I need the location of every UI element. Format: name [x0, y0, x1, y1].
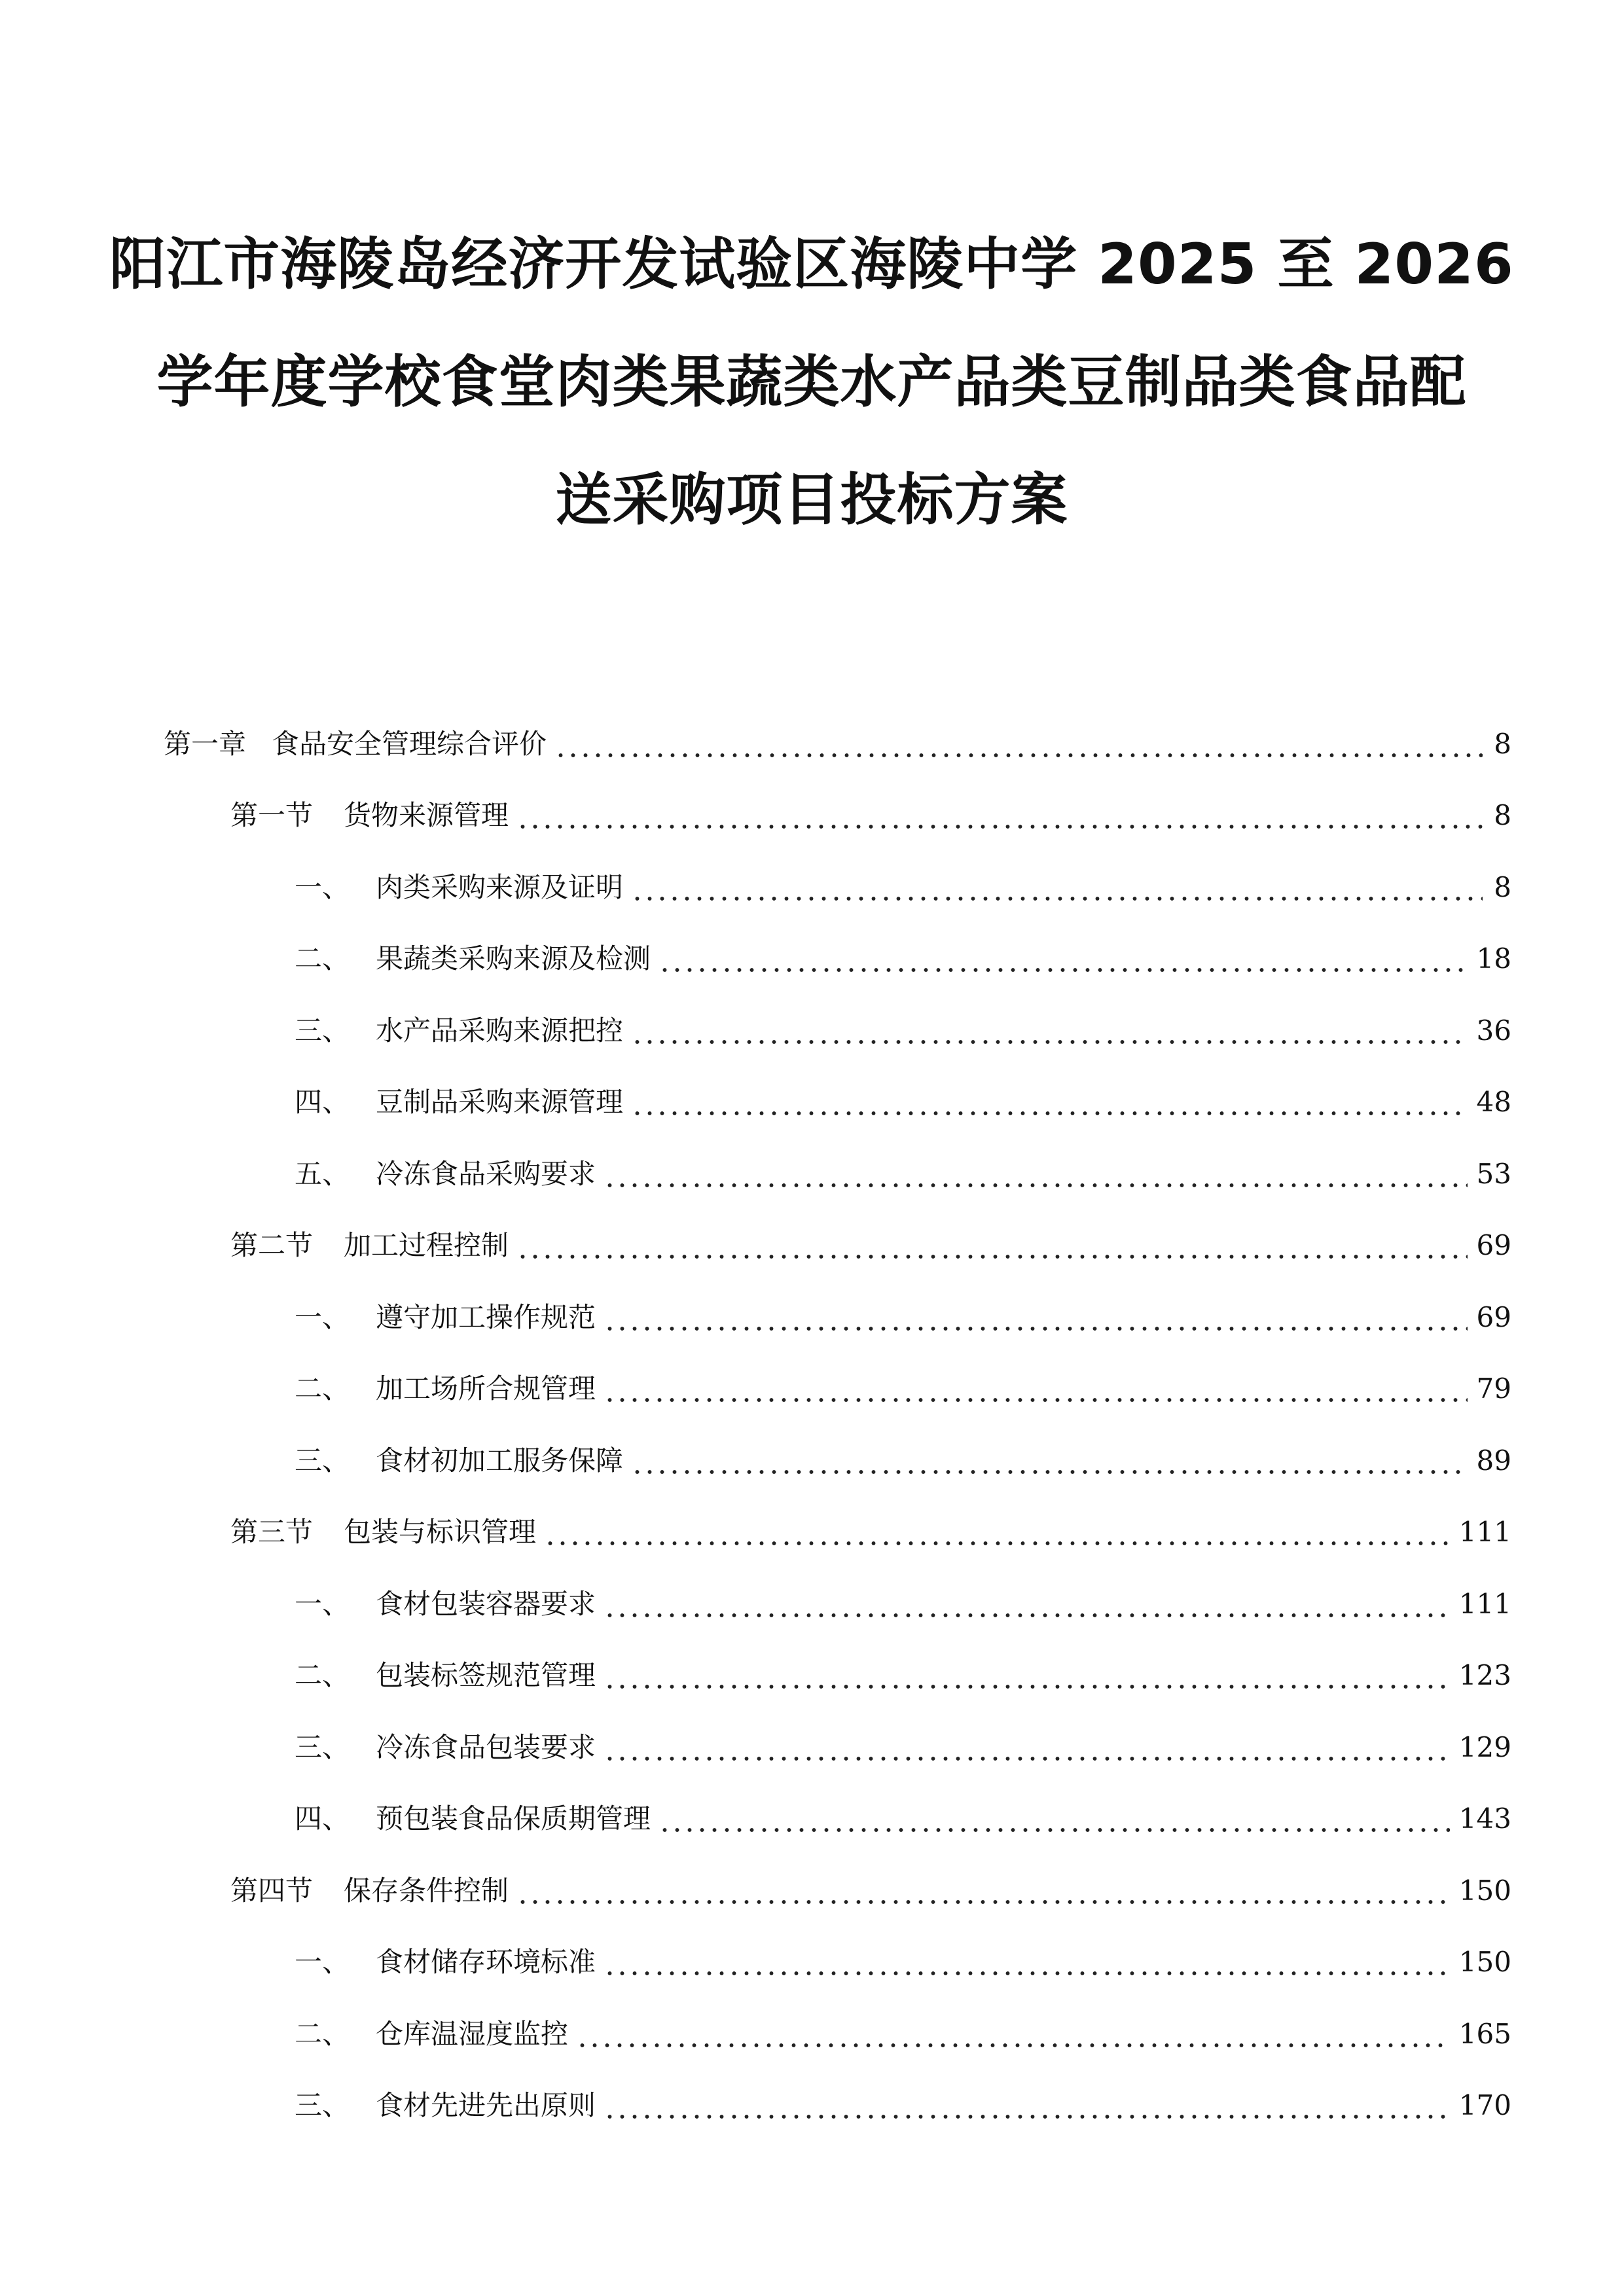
toc-dot-leader — [604, 1729, 1450, 1766]
toc-entry-title: 食材初加工服务保障 — [376, 1444, 624, 1477]
toc-dot-leader — [516, 797, 1483, 834]
toc-dot-leader — [604, 1371, 1468, 1407]
toc-entry-title: 水产品采购来源把控 — [376, 1014, 624, 1047]
toc-entry-title: 加工过程控制 — [344, 1229, 509, 1262]
toc-page-number: 123 — [1458, 1659, 1511, 1692]
toc-entry[interactable] — [0, 708, 1624, 780]
toc-page-number: 150 — [1458, 1946, 1511, 1979]
toc-entry[interactable] — [0, 780, 1624, 852]
toc-entry-number: 第一节 — [230, 799, 314, 832]
toc-page-number: 8 — [1494, 870, 1511, 903]
toc-page-number: 165 — [1458, 2017, 1511, 2050]
toc-entry-number: 一、 — [295, 1946, 350, 1979]
toc-page-number: 8 — [1494, 799, 1511, 832]
toc-page-number: 89 — [1476, 1444, 1511, 1477]
toc-page-number: 18 — [1476, 942, 1511, 975]
toc-entry-title: 冷冻食品包装要求 — [376, 1731, 596, 1763]
toc-entry-number: 第一章 — [164, 727, 247, 760]
toc-dot-leader — [604, 1944, 1450, 1981]
toc-dot-leader — [659, 1801, 1450, 1837]
toc-page-number: 48 — [1476, 1086, 1511, 1119]
toc-dot-leader — [516, 1227, 1468, 1264]
toc-entry-title: 食材包装容器要求 — [376, 1587, 596, 1620]
toc-entry-number: 一、 — [295, 1587, 350, 1620]
toc-page-number: 111 — [1458, 1516, 1511, 1549]
toc-dot-leader — [631, 1443, 1468, 1479]
toc-entry-title: 包装标签规范管理 — [376, 1659, 596, 1692]
toc-entry[interactable] — [0, 1784, 1624, 1856]
toc-entry-number: 二、 — [295, 2017, 350, 2050]
toc-entry-number: 三、 — [295, 1731, 350, 1763]
toc-entry-number: 三、 — [295, 1014, 350, 1047]
table-of-contents — [0, 708, 1624, 2142]
toc-page-number: 53 — [1476, 1157, 1511, 1190]
toc-entry-title: 保存条件控制 — [344, 1874, 509, 1907]
toc-entry[interactable] — [0, 1282, 1624, 1354]
toc-entry[interactable] — [0, 924, 1624, 996]
toc-entry[interactable] — [0, 1712, 1624, 1784]
toc-entry-number: 第四节 — [230, 1874, 314, 1907]
toc-entry-title: 包装与标识管理 — [344, 1516, 537, 1549]
toc-dot-leader — [604, 1586, 1450, 1623]
toc-page-number: 69 — [1476, 1229, 1511, 1262]
toc-entry-number: 三、 — [295, 1444, 350, 1477]
toc-dot-leader — [604, 2087, 1450, 2124]
toc-page-number: 8 — [1494, 727, 1511, 760]
toc-entry[interactable] — [0, 1138, 1624, 1210]
title-line-1: 阳江市海陵岛经济开发试验区海陵中学 2025 至 2026 — [109, 232, 1514, 297]
toc-entry[interactable] — [0, 1210, 1624, 1282]
toc-dot-leader — [544, 1514, 1450, 1551]
toc-entry-number: 二、 — [295, 942, 350, 975]
toc-entry-title: 肉类采购来源及证明 — [376, 870, 624, 903]
toc-entry-number: 三、 — [295, 2089, 350, 2122]
toc-dot-leader — [516, 1873, 1450, 1909]
toc-dot-leader — [576, 2016, 1450, 2053]
toc-dot-leader — [604, 1156, 1468, 1193]
toc-dot-leader — [554, 726, 1483, 762]
toc-entry[interactable] — [0, 1425, 1624, 1497]
toc-entry-title: 食材储存环境标准 — [376, 1946, 596, 1979]
toc-page-number: 129 — [1458, 1731, 1511, 1763]
toc-page-number: 143 — [1458, 1803, 1511, 1835]
toc-page-number: 79 — [1476, 1372, 1511, 1405]
toc-entry-title: 预包装食品保质期管理 — [376, 1803, 651, 1835]
title-line-2: 学年度学校食堂肉类果蔬类水产品类豆制品类食品配 — [156, 350, 1467, 415]
toc-entry[interactable] — [0, 1927, 1624, 1999]
toc-entry-title: 加工场所合规管理 — [376, 1372, 596, 1405]
toc-entry-title: 仓库温湿度监控 — [376, 2017, 569, 2050]
toc-dot-leader — [659, 941, 1468, 977]
toc-page-number: 170 — [1458, 2089, 1511, 2122]
toc-entry-number: 五、 — [295, 1157, 350, 1190]
toc-entry-number: 一、 — [295, 870, 350, 903]
toc-page-number: 150 — [1458, 1874, 1511, 1907]
toc-entry[interactable] — [0, 995, 1624, 1067]
toc-entry[interactable] — [0, 1067, 1624, 1139]
toc-entry-title: 食材先进先出原则 — [376, 2089, 596, 2122]
toc-page-number: 36 — [1476, 1014, 1511, 1047]
toc-entry[interactable] — [0, 2070, 1624, 2142]
toc-dot-leader — [631, 869, 1483, 906]
toc-entry-number: 四、 — [295, 1086, 350, 1119]
toc-entry[interactable] — [0, 1998, 1624, 2070]
toc-entry-number: 二、 — [295, 1372, 350, 1405]
toc-page-number: 111 — [1458, 1587, 1511, 1620]
toc-entry-number: 第二节 — [230, 1229, 314, 1262]
toc-entry-title: 货物来源管理 — [344, 799, 509, 832]
toc-entry-title: 豆制品采购来源管理 — [376, 1086, 624, 1119]
toc-dot-leader — [604, 1299, 1468, 1336]
toc-entry-title: 遵守加工操作规范 — [376, 1300, 596, 1333]
toc-entry-title: 冷冻食品采购要求 — [376, 1157, 596, 1190]
toc-dot-leader — [631, 1084, 1468, 1121]
toc-entry[interactable] — [0, 1354, 1624, 1426]
toc-entry[interactable] — [0, 1497, 1624, 1569]
toc-entry[interactable] — [0, 1568, 1624, 1640]
toc-entry[interactable] — [0, 852, 1624, 924]
toc-entry-title: 食品安全管理综合评价 — [272, 727, 547, 760]
toc-page-number: 69 — [1476, 1300, 1511, 1333]
title-line-3: 送采购项目投标方案 — [555, 467, 1068, 533]
toc-entry-number: 四、 — [295, 1803, 350, 1835]
toc-entry[interactable] — [0, 1640, 1624, 1712]
toc-dot-leader — [604, 1657, 1450, 1694]
toc-dot-leader — [631, 1013, 1468, 1049]
toc-entry-number: 二、 — [295, 1659, 350, 1692]
document-title — [105, 226, 1519, 579]
toc-entry-number: 第三节 — [230, 1516, 314, 1549]
toc-entry-number: 一、 — [295, 1300, 350, 1333]
toc-entry-title: 果蔬类采购来源及检测 — [376, 942, 651, 975]
toc-entry[interactable] — [0, 1855, 1624, 1927]
